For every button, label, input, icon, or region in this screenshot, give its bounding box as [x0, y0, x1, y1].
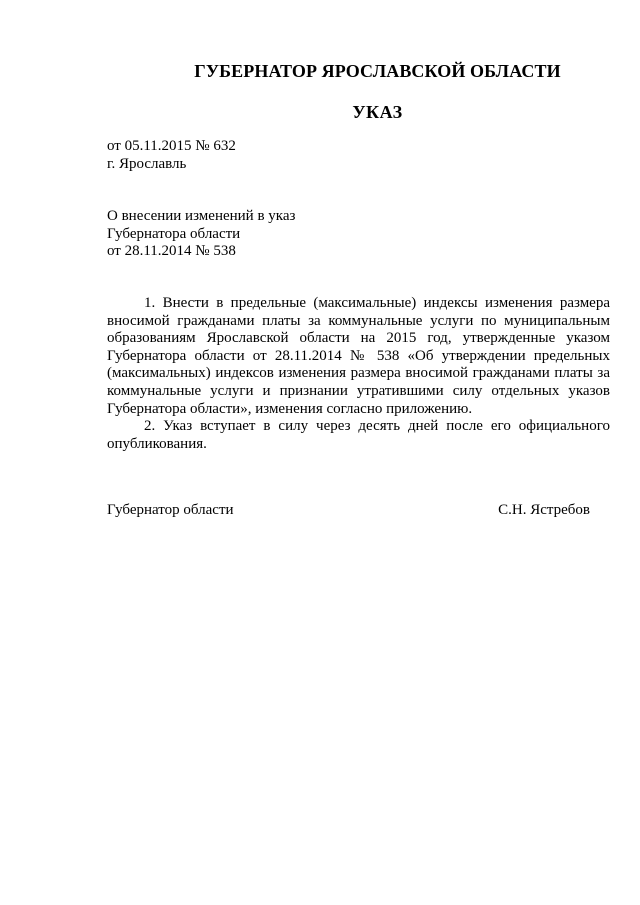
body-paragraph-1: 1. Внести в предельные (максимальные) индексы изменения размера вносимой гражданами платы за коммунальные услуги по муниципальным образованиям Ярославской области на 2015 год, утвержденные указом Губернатора области от 28.11.2014 № 538 «Об утверждении предельных (максимальных) индексов изменения размера вносимой гражданами платы за коммунальные услуги и признании утратившими силу отдельных указов Губернатора области», изменения согласно приложению. [107, 295, 610, 417]
body-paragraph-2: 2. Указ вступает в силу через десять дней после его официального опубликования. [107, 418, 610, 452]
signatory-title: Губернатор области [107, 502, 234, 518]
document-type-heading: УКАЗ [352, 102, 403, 122]
document-body [107, 295, 610, 453]
subject-line: О внесении изменений в указ [107, 208, 296, 224]
issuing-authority-heading: ГУБЕРНАТОР ЯРОСЛАВСКОЙ ОБЛАСТИ [194, 61, 561, 81]
document-city: г. Ярославль [107, 156, 187, 172]
subject-line: Губернатора области [107, 225, 241, 242]
signatory-name: С.Н. Ястребов [498, 502, 590, 518]
document-date-number: от 05.11.2015 № 632 [107, 138, 236, 154]
subject-line: от 28.11.2014 № 538 [107, 243, 236, 259]
document-subject [107, 208, 295, 261]
